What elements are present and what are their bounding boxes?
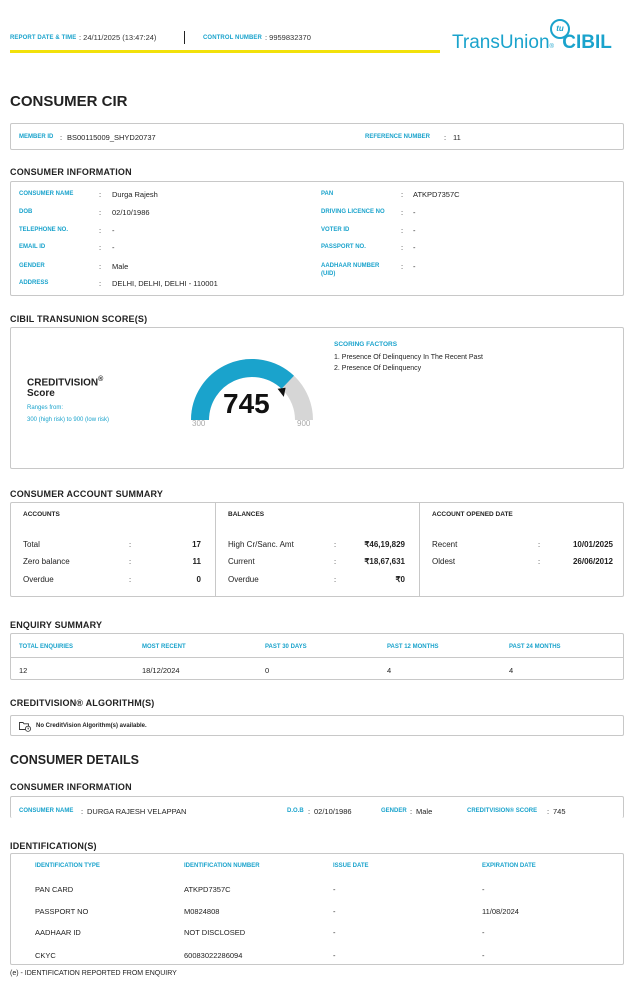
balances-high-value: ₹46,19,829 [364, 540, 405, 549]
consumer-details-box [10, 796, 624, 818]
accounts-zero-colon: : [129, 557, 132, 566]
opened-oldest-colon: : [538, 557, 541, 566]
page-title: CONSUMER CIR [10, 93, 128, 110]
aadhaar-value: - [413, 262, 416, 271]
details-name-value: DURGA RAJESH VELAPPAN [87, 807, 187, 816]
enquiry-col-recent: MOST RECENT [142, 644, 186, 650]
enquiry-col-24months: PAST 24 MONTHS [509, 644, 561, 650]
enquiry-divider [11, 657, 623, 658]
telephone-label: TELEPHONE NO. [19, 227, 69, 233]
accounts-zero-value: 11 [192, 557, 201, 566]
consumer-name-colon: : [99, 190, 102, 199]
report-header [0, 0, 641, 60]
details-name-colon: : [81, 807, 84, 816]
details-dob-colon: : [308, 807, 311, 816]
balances-high-colon: : [334, 540, 337, 549]
id-row-4-issue: - [333, 951, 336, 960]
logo-reg-mark: ® [549, 44, 554, 50]
aadhaar-label-uid: (UID) [321, 271, 336, 277]
gauge-max-label: 900 [297, 419, 311, 428]
id-row-4-expiration: - [482, 951, 485, 960]
enquiry-24months-value: 4 [509, 666, 514, 675]
id-col-expiration: EXPIRATION DATE [482, 863, 536, 869]
id-row-3-number: NOT DISCLOSED [184, 928, 246, 937]
enquiry-recent-value: 18/12/2024 [142, 666, 180, 675]
opened-date-panel [419, 503, 623, 597]
dob-colon: : [99, 208, 102, 217]
enquiry-30days-value: 0 [265, 666, 270, 675]
voter-id-value: - [413, 226, 416, 235]
details-gender-colon: : [410, 807, 413, 816]
driving-licence-value: - [413, 208, 416, 217]
accounts-total-label: Total [23, 540, 40, 549]
id-row-4-type: CKYC [35, 951, 56, 960]
telephone-value: - [112, 226, 115, 235]
score-value: 745 [223, 388, 270, 419]
opened-recent-colon: : [538, 540, 541, 549]
report-date-value: : 24/11/2025 (13:47:24) [79, 33, 157, 42]
enquiry-summary-heading: ENQUIRY SUMMARY [10, 620, 103, 630]
gauge-min-label: 300 [192, 419, 206, 428]
creditvision-title [27, 376, 103, 388]
email-colon: : [99, 243, 102, 252]
member-info-box [10, 123, 624, 150]
scoring-factor-1: 1. Presence Of Delinquency In The Recent Past [334, 354, 483, 361]
logo-cibil-text: CIBIL [562, 32, 612, 53]
balances-current-label: Current [228, 557, 255, 566]
id-col-type: IDENTIFICATION TYPE [35, 863, 100, 869]
opened-date-title: ACCOUNT OPENED DATE [432, 511, 513, 518]
opened-oldest-label: Oldest [432, 557, 456, 566]
creditvision-name: CREDITVISION [27, 377, 99, 389]
id-row-2-number: M0824808 [184, 907, 220, 916]
id-row-1-type: PAN CARD [35, 885, 74, 894]
address-value: DELHI, DELHI, DELHI - 110001 [112, 279, 218, 288]
passport-label: PASSPORT NO. [321, 244, 366, 250]
details-score-label: CREDITVISION® SCORE [467, 808, 538, 814]
id-col-number: IDENTIFICATION NUMBER [184, 863, 260, 869]
id-row-3-expiration: - [482, 928, 485, 937]
member-id-label: MEMBER ID [19, 134, 54, 140]
enquiry-col-30days: PAST 30 DAYS [265, 644, 307, 650]
gender-label: GENDER [19, 263, 45, 269]
enquiry-col-total: TOTAL ENQUIRIES [19, 644, 74, 650]
accounts-panel [11, 503, 215, 597]
dob-value: 02/10/1986 [112, 208, 150, 217]
email-label: EMAIL ID [19, 244, 46, 250]
identification-footnote: (e) - IDENTIFICATION REPORTED FROM ENQUIRY [10, 970, 177, 977]
details-dob-label: D.O.B [287, 808, 304, 814]
balances-panel [215, 503, 419, 597]
algorithm-message: No CreditVision Algorithm(s) available. [36, 723, 147, 729]
score-heading: CIBIL TRANSUNION SCORE(S) [10, 314, 148, 324]
details-score-colon: : [547, 807, 550, 816]
reference-number-label: REFERENCE NUMBER [365, 134, 431, 140]
pan-label: PAN [321, 191, 334, 197]
id-row-2-issue: - [333, 907, 336, 916]
tu-badge-icon: tu [550, 19, 570, 39]
id-row-3-issue: - [333, 928, 336, 937]
scoring-factors-heading: SCORING FACTORS [334, 341, 398, 348]
control-number-value: : 9959832370 [265, 33, 311, 42]
pan-value: ATKPD7357C [413, 190, 460, 199]
id-row-1-expiration: - [482, 885, 485, 894]
logo-transunion-text: TransUnion [452, 32, 550, 53]
consumer-details-info-heading: CONSUMER INFORMATION [10, 782, 132, 792]
scoring-factor-2: 2. Presence Of Delinquency [334, 365, 422, 372]
balances-current-value: ₹18,67,631 [364, 557, 405, 566]
address-label: ADDRESS [19, 280, 49, 286]
control-number-label: CONTROL NUMBER [203, 35, 262, 41]
id-row-3-type: AADHAAR ID [35, 928, 81, 937]
creditvision-subtitle: Score [27, 388, 55, 399]
score-box [10, 327, 624, 469]
details-score-value: 745 [553, 807, 566, 816]
member-id-colon: : [60, 133, 63, 142]
enquiry-col-12months: PAST 12 MONTHS [387, 644, 439, 650]
details-gender-label: GENDER [381, 808, 407, 814]
address-colon: : [99, 279, 102, 288]
accounts-title: ACCOUNTS [23, 511, 60, 518]
identification-box [10, 853, 624, 965]
balances-overdue-label: Overdue [228, 575, 259, 584]
pan-colon: : [401, 190, 404, 199]
id-row-1-number: ATKPD7357C [184, 885, 231, 894]
algorithm-box [10, 715, 624, 736]
identification-heading: IDENTIFICATION(S) [10, 841, 97, 851]
id-col-issue: ISSUE DATE [333, 863, 369, 869]
voter-id-label: VOTER ID [321, 227, 350, 233]
balances-high-label: High Cr/Sanc. Amt [228, 540, 294, 549]
account-summary-box [10, 502, 624, 597]
id-row-2-expiration: 11/08/2024 [482, 907, 519, 916]
passport-colon: : [401, 243, 404, 252]
report-date-label: REPORT DATE & TIME [10, 35, 77, 41]
accounts-overdue-colon: : [129, 575, 132, 584]
consumer-name-value: Durga Rajesh [112, 190, 158, 199]
consumer-information-heading: CONSUMER INFORMATION [10, 167, 132, 177]
passport-value: - [413, 243, 416, 252]
accounts-zero-label: Zero balance [23, 557, 70, 566]
balances-title: BALANCES [228, 511, 265, 518]
consumer-details-heading: CONSUMER DETAILS [10, 753, 139, 767]
balances-current-colon: : [334, 557, 337, 566]
aadhaar-colon: : [401, 262, 404, 271]
enquiry-summary-box [10, 633, 624, 680]
opened-recent-value: 10/01/2025 [572, 540, 613, 549]
folder-clock-icon [19, 721, 31, 732]
accounts-total-colon: : [129, 540, 132, 549]
accounts-total-value: 17 [192, 540, 201, 549]
header-divider [184, 31, 185, 44]
details-gender-value: Male [416, 807, 433, 816]
reference-number-colon: : [444, 133, 447, 142]
email-value: - [112, 243, 115, 252]
opened-oldest-value: 26/06/2012 [572, 557, 613, 566]
balances-overdue-colon: : [334, 575, 337, 584]
consumer-information-box [10, 181, 624, 296]
enquiry-total-value: 12 [19, 666, 28, 675]
member-id-value: BS00115009_SHYD20737 [67, 133, 156, 142]
id-row-2-type: PASSPORT NO [35, 907, 89, 916]
details-dob-value: 02/10/1986 [314, 807, 352, 816]
details-name-label: CONSUMER NAME [19, 808, 74, 814]
aadhaar-label: AADHAAR NUMBER [321, 263, 380, 269]
id-row-4-number: 60083022286094 [184, 951, 243, 960]
driving-licence-label: DRIVING LICENCE NO [321, 209, 385, 215]
range-values: 300 (high risk) to 900 (low risk) [27, 417, 110, 423]
dob-label: DOB [19, 209, 33, 215]
telephone-colon: : [99, 226, 102, 235]
header-underline [10, 50, 440, 53]
transunion-cibil-logo [452, 24, 612, 54]
gender-value: Male [112, 262, 129, 271]
creditvision-reg: ® [98, 376, 104, 383]
gauge-pointer-icon [278, 388, 286, 397]
opened-recent-label: Recent [432, 540, 458, 549]
accounts-overdue-label: Overdue [23, 575, 54, 584]
reference-number-value: 11 [453, 133, 461, 142]
consumer-name-label: CONSUMER NAME [19, 191, 74, 197]
algorithm-heading: CREDITVISION® ALGORITHM(S) [10, 698, 155, 708]
voter-id-colon: : [401, 226, 404, 235]
enquiry-12months-value: 4 [387, 666, 392, 675]
balances-overdue-value: ₹0 [395, 575, 405, 584]
gender-colon: : [99, 262, 102, 271]
accounts-overdue-value: 0 [196, 575, 201, 584]
account-summary-heading: CONSUMER ACCOUNT SUMMARY [10, 489, 164, 499]
driving-licence-colon: : [401, 208, 404, 217]
id-row-1-issue: - [333, 885, 336, 894]
range-label: Ranges from: [27, 405, 64, 411]
